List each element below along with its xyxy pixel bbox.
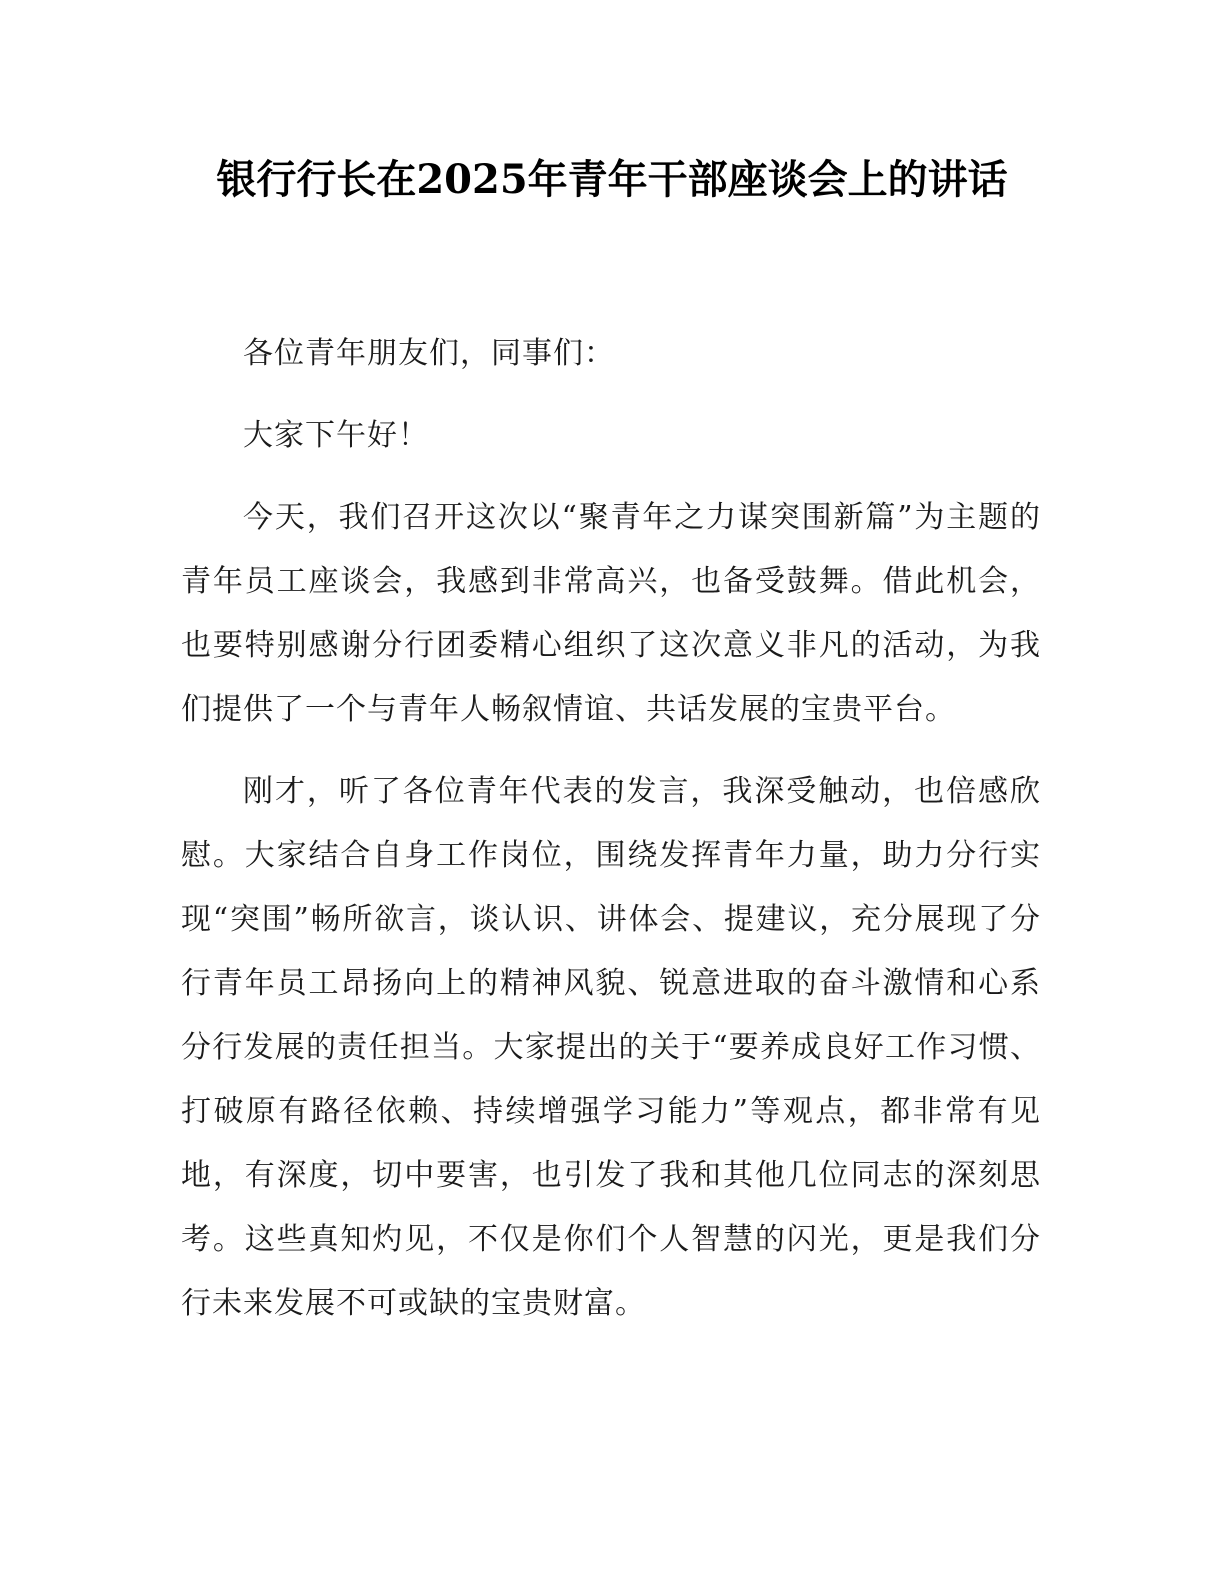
document-body	[181, 322, 1041, 1354]
greeting-paragraph: 大家下午好！	[243, 418, 429, 453]
opening-paragraph: 今天，我们召开这次以“聚青年之力谋突围新篇”为主题的青年员工座谈会，我感到非常高兴，也备受鼓舞。借此机会，也要特别感谢分行团委精心组织了这次意义非凡的活动，为我们提供了一个与青年人畅叙情谊、共话发展的宝贵平台。	[181, 500, 1041, 727]
salutation-paragraph: 各位青年朋友们，同事们：	[243, 336, 615, 371]
page-title: 银行行长在2025年青年干部座谈会上的讲话	[216, 156, 1008, 203]
response-paragraph: 刚才，听了各位青年代表的发言，我深受触动，也倍感欣慰。大家结合自身工作岗位，围绕发挥青年力量，助力分行实现“突围”畅所欲言，谈认识、讲体会、提建议，充分展现了分行青年员工昂扬向上的精神风貌、锐意进取的奋斗激情和心系分行发展的责任担当。大家提出的关于“要养成良好工作习惯、打破原有路径依赖、持续增强学习能力”等观点，都非常有见地，有深度，切中要害，也引发了我和其他几位同志的深刻思考。这些真知灼见，不仅是你们个人智慧的闪光，更是我们分行未来发展不可或缺的宝贵财富。	[181, 774, 1041, 1321]
